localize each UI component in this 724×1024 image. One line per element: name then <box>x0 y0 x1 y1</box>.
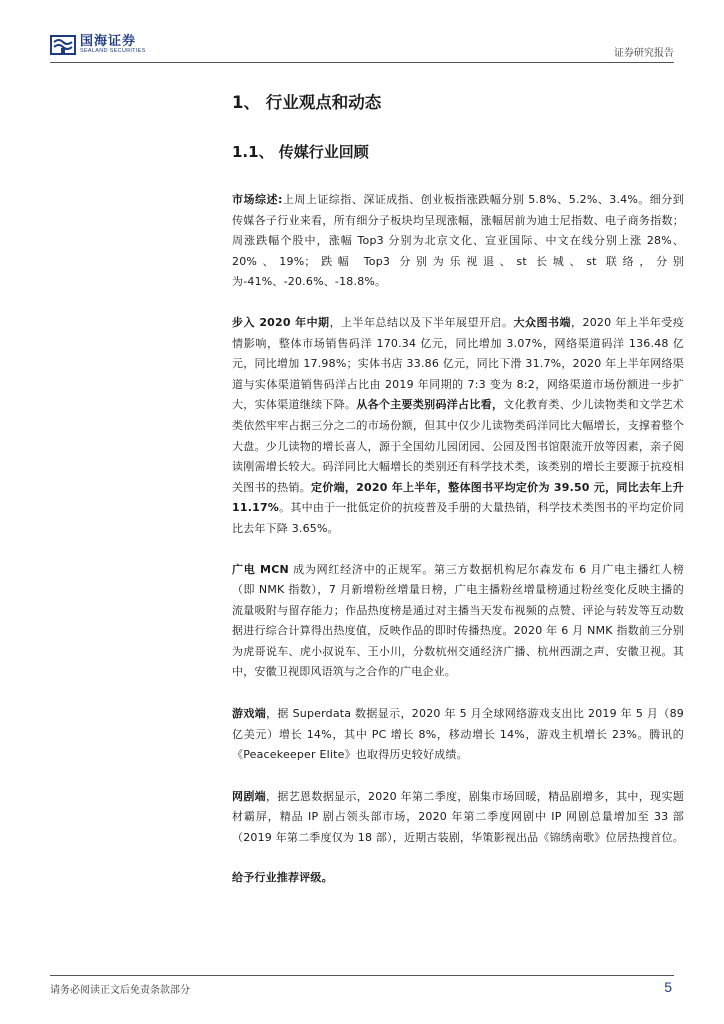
section-heading: 1、 行业观点和动态 <box>232 93 382 112</box>
market-summary-paragraph <box>232 190 684 293</box>
sealand-logo-icon <box>50 34 76 56</box>
mcn-paragraph <box>232 560 684 684</box>
disclaimer-note: 请务必阅读正文后免责条款部分 <box>50 985 190 996</box>
books-text-4: 。其中由于一批低定价的抗疫普及手册的大量热销，科学技术类图书的平均定价同比去年下降 3.65%。 <box>232 501 684 535</box>
rating-text: 给予行业推荐评级。 <box>232 870 333 884</box>
games-text: ，据 Superdata 数据显示，2020 年 5 月全球网络游戏支出比 2019 年 5 月（89 亿美元）增长 14%，其中 PC 增长 8%，移动增长 14%，游戏主机增长 23%。腾讯的《Peacekeeper Elite》也取得历史较好成绩。 <box>232 707 684 762</box>
books-lead-midyear: 步入 2020 年中期 <box>232 315 330 329</box>
books-text-2: ，2020 年上半年受疫情影响，整体市场销售码洋 170.34 亿元，同比增加 3.07%，网络渠道码洋 136.48 亿元，同比增加 17.98%；实体书店 33.86 亿元，同比下滑 31.7%，2020 年上半年网络渠道与实体渠道销售码洋占比由 2019 年同期的 7:3 变为 8:2，网络渠道市场份额进一步扩大，实体渠道继续下降。 <box>232 315 685 412</box>
brand-name-en: SEALAND SECURITIES <box>80 48 146 55</box>
brand-name-cn: 国海证券 <box>80 34 137 50</box>
books-text-1: ，上半年总结以及下半年展望开启。 <box>329 315 514 329</box>
report-body <box>232 92 684 888</box>
mcn-lead: 广电 MCN <box>232 562 289 576</box>
mcn-text: 成为网红经济中的正规军。第三方数据机构尼尔森发布 6 月广电主播红人榜（即 NMK 指数），7 月新增粉丝增量日榜，广电主播粉丝增量榜通过粉丝变化反映主播的流量吸附与留存能力；作品热度榜是通过对主播当天发布视频的点赞、评论与转发等互动数据进行综合计算得出热度值，反映作品的即时传播热度。2020 年 6 月 NMK 指数前三分别为虎哥说车、虎小叔说车、王小川，分数杭州交通经济广播、杭州西湖之声、安徽卫视。其中，安徽卫视即风语筑与之合作的广电企业。 <box>232 562 684 679</box>
brand-logo <box>50 32 146 58</box>
report-type-label: 证券研究报告 <box>614 48 674 59</box>
games-lead: 游戏端 <box>232 707 267 721</box>
books-lead-category: 从各个主要类别码洋占比看， <box>356 398 504 412</box>
books-paragraph <box>232 313 684 540</box>
books-lead-pricing: 定价端，2020 年上半年，整体图书平均定价为 39.50 元，同比去年上升 11.17% <box>232 480 685 515</box>
rating-paragraph <box>232 868 684 889</box>
games-paragraph <box>232 704 684 766</box>
header-divider <box>50 62 674 63</box>
page-number: 5 <box>664 979 672 995</box>
books-text-3: 文化教育类、少儿读物类和文学艺术类依然牢牢占据三分之二的市场份额，但其中仅少儿读物类码洋同比大幅增长，支撑着整个大盘。少儿读物的增长喜人，源于全国幼儿园闭园、公园及图书馆限流开放等因素，亲子阅读刚需增长较大。码洋同比大幅增长的类别还有科学技术类，该类别的增长主要源于抗疫相关图书的热销。 <box>232 398 684 494</box>
books-lead-public: 大众图书端 <box>513 315 572 329</box>
page-header <box>50 32 674 62</box>
drama-text: ，据艺恩数据显示，2020 年第二季度，剧集市场回暖，精品剧增多，其中，现实题材霸屏，精品 IP 剧占领头部市场，2020 年第二季度网剧中 IP 网剧总量增加至 33 部（2019 年第二季度仅为 18 部），近期古装剧，华策影视出品《锦绣南歌》位居热搜首位。 <box>232 789 684 845</box>
drama-lead: 网剧端 <box>232 789 267 803</box>
subsection-heading: 1.1、 传媒行业回顾 <box>232 143 369 161</box>
market-summary-lead: 市场综述: <box>232 193 283 206</box>
footer-divider <box>50 975 674 976</box>
market-summary-text: 上周上证综指、深证成指、创业板指涨跌幅分别 5.8%、5.2%、3.4%。细分到传媒各子行业来看，所有细分子板块均呈现涨幅，涨幅居前为迪士尼指数、电子商务指数；周涨跌幅个股中，涨幅 Top3 分别为北京文化、宣亚国际、中文在线分别上涨 28%、20%、19%；跌幅 Top3 分别为乐视退、st 长城、st 联络，分别为-41%、-20.6%、-18.8%。 <box>232 193 684 289</box>
drama-paragraph <box>232 787 684 849</box>
